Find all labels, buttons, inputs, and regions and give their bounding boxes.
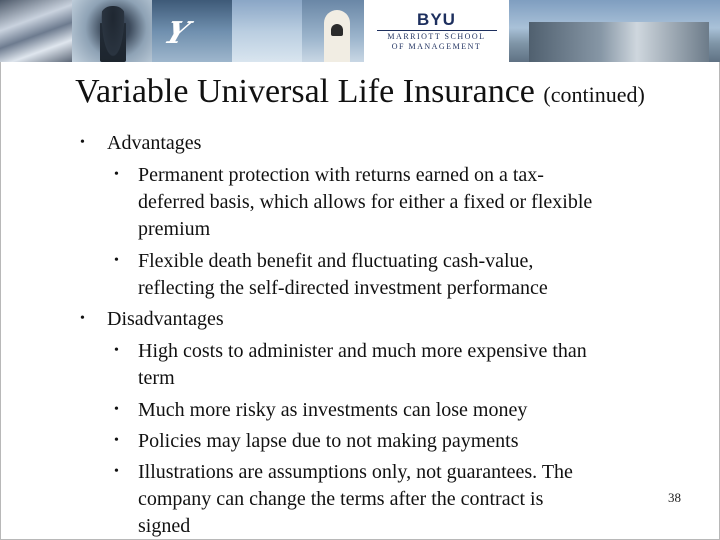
section-heading-advantages: Advantages: [107, 132, 202, 154]
bullet-icon: •: [114, 433, 119, 448]
bullet-icon: •: [80, 135, 85, 150]
advantage-2-line1: Flexible death benefit and fluctuating cash-value,: [138, 250, 534, 272]
logo-byu-text: BYU: [417, 9, 456, 29]
bullet-icon: •: [80, 311, 85, 326]
logo-rule: [377, 30, 497, 31]
building-image: [529, 22, 709, 62]
banner-photo-building: [509, 0, 720, 62]
bullet-icon: •: [114, 343, 119, 358]
logo-school-line1: MARRIOTT SCHOOL: [387, 31, 486, 41]
banner-photo-metal: [0, 0, 72, 62]
advantage-1-line2: deferred basis, which allows for either a fixed or flexible: [138, 191, 593, 213]
disadvantage-1-line2: term: [138, 367, 175, 389]
banner-photo-sky: [232, 0, 302, 62]
disadvantage-4-line1: Illustrations are assumptions only, not guarantees. The: [138, 461, 573, 483]
bullet-icon: •: [114, 402, 119, 417]
slide-page-number: 38: [668, 490, 681, 505]
bullet-icon: •: [114, 464, 119, 479]
bullet-icon: •: [114, 253, 119, 268]
advantage-1-line1: Permanent protection with returns earned on a tax-: [138, 164, 544, 186]
bell-tower-image: [324, 10, 350, 62]
header-banner: [0, 0, 720, 62]
slide-title-main: Variable Universal Life Insurance: [75, 73, 535, 110]
bullet-icon: •: [114, 167, 119, 182]
advantage-1-line3: premium: [138, 218, 211, 240]
advantage-2-line2: reflecting the self-directed investment performance: [138, 277, 548, 299]
logo-school-line2: OF MANAGEMENT: [391, 41, 482, 51]
statue-image: [100, 6, 126, 62]
y-mountain-icon: Y: [159, 16, 194, 51]
section-heading-disadvantages: Disadvantages: [107, 308, 224, 330]
disadvantage-1-line1: High costs to administer and much more expensive than: [138, 340, 587, 362]
banner-photo-bell-tower: [302, 0, 364, 62]
banner-photo-statue: [72, 0, 152, 62]
bell-icon: [331, 24, 343, 36]
disadvantage-3-line1: Policies may lapse due to not making payments: [138, 430, 519, 452]
banner-photo-mountain: [152, 0, 232, 62]
disadvantage-2-line1: Much more risky as investments can lose money: [138, 399, 528, 421]
byu-marriott-logo: [364, 0, 509, 62]
disadvantage-4-line2: company can change the terms after the contract is: [138, 488, 544, 510]
slide-title-suffix: (continued): [543, 82, 645, 107]
disadvantage-4-line3: signed: [138, 515, 191, 537]
slide-title: [0, 72, 720, 115]
